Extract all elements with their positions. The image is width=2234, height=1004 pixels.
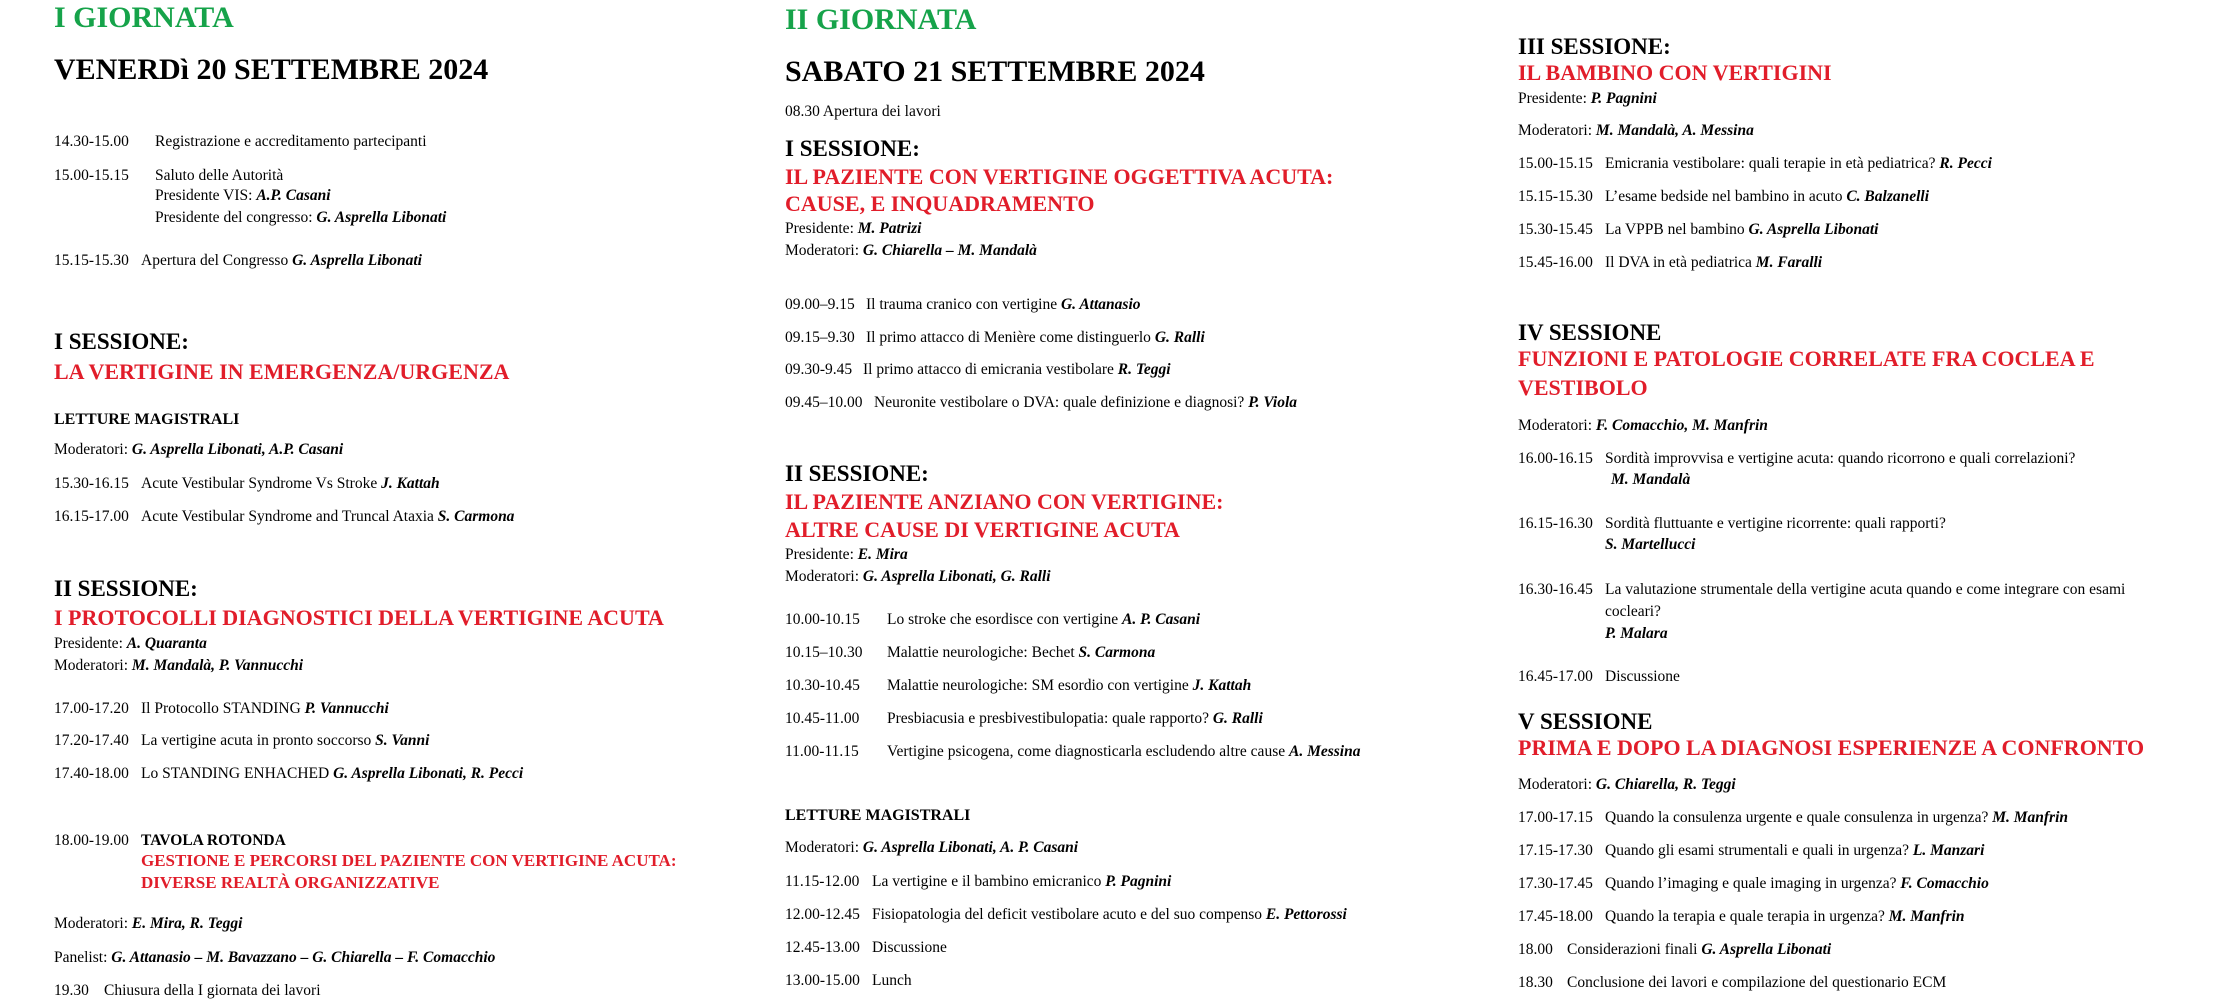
session-title: PRIMA E DOPO LA DIAGNOSI ESPERIENZE A CONFRONTO [1518,735,2145,760]
president: Presidente: A. Quaranta [54,635,207,652]
session-label: IV SESSIONE [1518,320,1662,345]
agenda-item: 09.30-9.45 Il primo attacco di emicrania vestibolare R. Teggi [785,361,1171,378]
agenda-item: 15.00-15.15 Emicrania vestibolare: quali terapie in età pediatrica? R. Pecci [1518,155,1992,172]
agenda-item: 14.30-15.00 Registrazione e accreditamento partecipanti [54,133,427,150]
speaker: P. Malara [1605,625,1668,642]
session-title: ALTRE CAUSE DI VERTIGINE ACUTA [785,517,1180,542]
agenda-item: 17.15-17.30 Quando gli esami strumentali e quali in urgenza? L. Manzari [1518,842,1985,859]
session-label: I SESSIONE: [785,136,920,161]
moderators: Moderatori: G. Asprella Libonati, G. Ralli [785,568,1051,585]
session-label: II SESSIONE: [54,576,198,601]
agenda-item: 18.30 Conclusione dei lavori e compilazione del questionario ECM [1518,974,1947,991]
agenda-item: 18.00 Considerazioni finali G. Asprella Libonati [1518,941,1832,958]
president: Presidente: M. Patrizi [785,220,922,237]
agenda-item: 16.45-17.00 Discussione [1518,668,1680,685]
agenda-item: 17.40-18.00 Lo STANDING ENHACHED G. Asprella Libonati, R. Pecci [54,765,524,782]
session-label: I SESSIONE: [54,329,189,354]
day1-date: VENERDì 20 SETTEMBRE 2024 [54,53,489,86]
president: Presidente: E. Mira [785,546,908,563]
session-title: I PROTOCOLLI DIAGNOSTICI DELLA VERTIGINE ACUTA [54,605,664,630]
session-title: IL PAZIENTE ANZIANO CON VERTIGINE: [785,489,1224,514]
moderators: Moderatori: M. Mandalà, P. Vannucchi [54,657,304,674]
agenda-item: 16.30-16.45 La valutazione strumentale della vertigine acuta quando e come integrare con esami [1518,581,2126,598]
round-table-title: GESTIONE E PERCORSI DEL PAZIENTE CON VERTIGINE ACUTA: [141,851,677,870]
agenda-item: 11.15-12.00 La vertigine e il bambino emicranico P. Pagnini [785,873,1172,890]
agenda-item: 15.15-15.30 L’esame bedside nel bambino in acuto C. Balzanelli [1518,188,1930,205]
agenda-item: 13.00-15.00 Lunch [785,972,912,989]
agenda-item: 11.00-11.15 Vertigine psicogena, come diagnosticarla escludendo altre cause A. Messina [785,743,1361,760]
session-title: VESTIBOLO [1518,375,1648,400]
session-title: LA VERTIGINE IN EMERGENZA/URGENZA [54,359,510,384]
agenda-item-cont: cocleari? [1605,603,1661,620]
agenda-item: Presidente VIS: A.P. Casani [155,187,331,204]
agenda-item: 17.45-18.00 Quando la terapia e quale terapia in urgenza? M. Manfrin [1518,908,1965,925]
president: Presidente: P. Pagnini [1518,90,1657,107]
moderators: Moderatori: G. Asprella Libonati, A. P. Casani [785,839,1079,856]
round-table: 18.00-19.00 TAVOLA ROTONDA [54,832,286,849]
panelist: Panelist: G. Attanasio – M. Bavazzano – G. Chiarella – F. Comacchio [54,949,496,966]
agenda-item: 10.45-11.00 Presbiacusia e presbivestibulopatia: quale rapporto? G. Ralli [785,710,1263,727]
agenda-item: 17.30-17.45 Quando l’imaging e quale imaging in urgenza? F. Comacchio [1518,875,1989,892]
moderators: Moderatori: G. Asprella Libonati, A.P. Casani [54,441,344,458]
agenda-item: 15.15-15.30 Apertura del Congresso G. Asprella Libonati [54,252,422,269]
agenda-item: 17.00-17.20 Il Protocollo STANDING P. Vannucchi [54,700,389,717]
speaker: M. Mandalà [1611,471,1691,488]
agenda-item: 19.30 Chiusura della I giornata dei lavori [54,982,321,999]
agenda-item: 10.00-10.15 Lo stroke che esordisce con vertigine A. P. Casani [785,611,1201,628]
session-title: IL BAMBINO CON VERTIGINI [1518,60,1832,85]
session-label: II SESSIONE: [785,461,929,486]
opening: 08.30 Apertura dei lavori [785,103,941,120]
agenda-item: 12.45-13.00 Discussione [785,939,947,956]
agenda-item: 12.00-12.45 Fisiopatologia del deficit vestibolare acuto e del suo compenso E. Pettorossi [785,906,1347,923]
moderators: Moderatori: E. Mira, R. Teggi [54,915,243,932]
agenda-item: 17.00-17.15 Quando la consulenza urgente e quale consulenza in urgenza? M. Manfrin [1518,809,2069,826]
agenda-item: 09.45–10.00 Neuronite vestibolare o DVA: quale definizione e diagnosi? P. Viola [785,394,1298,411]
moderators: Moderatori: F. Comacchio, M. Manfrin [1518,417,1768,434]
agenda-item: 16.15-17.00 Acute Vestibular Syndrome and Truncal Ataxia S. Carmona [54,508,515,525]
speaker: S. Martellucci [1605,536,1696,553]
day1-title: I GIORNATA [54,1,234,34]
agenda-item: 16.15-16.30 Sordità fluttuante e vertigine ricorrente: quali rapporti? [1518,515,1946,532]
day2-title: II GIORNATA [785,3,977,36]
moderators: Moderatori: G. Chiarella – M. Mandalà [785,242,1037,259]
agenda-item: 16.00-16.15 Sordità improvvisa e vertigine acuta: quando ricorrono e quali correlazioni? [1518,450,2076,467]
agenda-item: 15.00-15.15 Saluto delle Autorità [54,167,284,184]
agenda-item: 15.30-15.45 La VPPB nel bambino G. Asprella Libonati [1518,221,1879,238]
agenda-item: 09.15–9.30 Il primo attacco di Menière come distinguerlo G. Ralli [785,329,1205,346]
agenda-item: 15.30-16.15 Acute Vestibular Syndrome Vs Stroke J. Kattah [54,475,440,492]
agenda-item: 15.45-16.00 Il DVA in età pediatrica M. Faralli [1518,254,1823,271]
moderators: Moderatori: M. Mandalà, A. Messina [1518,122,1754,139]
subsection-label: LETTURE MAGISTRALI [785,807,971,824]
agenda-item: 10.15–10.30 Malattie neurologiche: Bechet S. Carmona [785,644,1156,661]
session-title: CAUSE, E INQUADRAMENTO [785,191,1095,216]
agenda-item: 17.20-17.40 La vertigine acuta in pronto soccorso S. Vanni [54,732,430,749]
session-title: FUNZIONI E PATOLOGIE CORRELATE FRA COCLEA E [1518,346,2095,371]
session-label: III SESSIONE: [1518,34,1671,59]
day2-date: SABATO 21 SETTEMBRE 2024 [785,55,1205,88]
subsection-label: LETTURE MAGISTRALI [54,411,240,428]
moderators: Moderatori: G. Chiarella, R. Teggi [1518,776,1736,793]
agenda-item: Presidente del congresso: G. Asprella Libonati [155,209,447,226]
agenda-item: 09.00–9.15 Il trauma cranico con vertigine G. Attanasio [785,296,1141,313]
session-title: IL PAZIENTE CON VERTIGINE OGGETTIVA ACUTA: [785,164,1334,189]
round-table-title: DIVERSE REALTÀ ORGANIZZATIVE [141,873,440,892]
session-label: V SESSIONE [1518,709,1653,734]
agenda-item: 10.30-10.45 Malattie neurologiche: SM esordio con vertigine J. Kattah [785,677,1252,694]
